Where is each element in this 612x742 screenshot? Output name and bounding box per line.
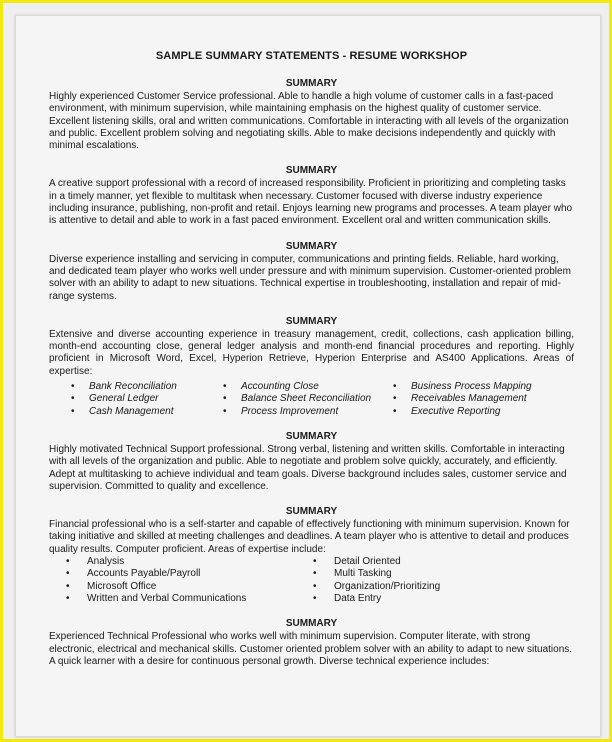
list-item: • Receivables Management <box>389 393 574 405</box>
list-item: • Bank Reconciliation <box>67 381 219 393</box>
list-item: • Microsoft Office <box>62 581 309 593</box>
list-item: • Organization/Prioritizing <box>309 581 569 593</box>
section-heading: SUMMARY <box>285 78 338 89</box>
bullet-column-3 <box>389 381 574 418</box>
expertise-bullet-columns <box>49 556 574 605</box>
bullet-column-2 <box>219 381 389 418</box>
section-paragraph: Diverse experience installing and servicing in computer, communications and printing fields. Reliable, hard working, and dedicated team player who works well under pressure and with minimum supervision. Customer-oriented problem solver with an ability to adapt to new situations. Technical expertise in troubleshooting, installation and repair of mid-range systems. <box>49 253 571 302</box>
list-item: • Cash Management <box>67 406 219 418</box>
document-content <box>49 50 574 681</box>
document-page <box>15 15 601 737</box>
list-item: • Multi Tasking <box>309 568 569 580</box>
list-item: • Balance Sheet Reconciliation <box>219 393 389 405</box>
list-item: • Accounts Payable/Payroll <box>62 568 309 580</box>
section-paragraph: Highly experienced Customer Service professional. Able to handle a high volume of customer calls in a fast-paced environment, with minimum supervision, while maintaining emphasis on the highest quality of customer service. Excellent listening skills, oral and written communications. Comfortable in interacting with all levels of the organization and public. Excellent problem solving and negotiating skills. Able to make decisions independently and quickly with minimal escalations. <box>49 91 569 152</box>
summary-section-5 <box>49 431 574 493</box>
list-item: • General Ledger <box>67 393 219 405</box>
summary-section-4 <box>49 316 574 418</box>
section-heading: SUMMARY <box>285 240 338 252</box>
section-heading: SUMMARY <box>285 430 338 442</box>
list-item: • Accounting Close <box>219 381 389 393</box>
bullet-column-2 <box>309 556 569 605</box>
section-paragraph: Highly motivated Technical Support professional. Strong verbal, listening and written skills. Comfortable in interacting with all levels of the organization and public. Able to negotiate and problem solve quickly, accurately, and efficiently. Adept at multitasking to achieve individual and team goals. Diverse background includes sales, customer service and supervision. Committed to quality and excellence. <box>49 443 567 492</box>
section-heading: SUMMARY <box>285 165 338 177</box>
list-item: • Data Entry <box>309 593 569 605</box>
section-paragraph: A creative support professional with a record of increased responsibility. Proficient in prioritizing and completing tasks in a timely manner, yet flexible to multitask when necessary. Customer focused with diverse industry experience including insurance, publishing, non-profit and retail. Enjoys learning new programs and processes. A team player who is attentive to detail and able to work in a fast paced environment. Excellent oral and written communication skills. <box>49 178 573 227</box>
bullet-column-1 <box>62 556 309 605</box>
list-item: • Executive Reporting <box>389 406 574 418</box>
section-paragraph: Financial professional who is a self-starter and capable of effectively functioning with minimum supervision. Known for taking initiative and skilled at meeting challenges and deadlines. A team player who is attentive to detail and produces quality results. Computer proficient. Areas of expertise include: <box>49 519 570 555</box>
summary-section-6 <box>49 506 574 605</box>
section-heading: SUMMARY <box>285 315 338 327</box>
summary-section-7 <box>49 618 574 668</box>
bullet-column-1 <box>49 381 219 418</box>
list-item: • Written and Verbal Communications <box>62 593 309 605</box>
section-paragraph: Experienced Technical Professional who works well with minimum supervision. Computer literate, with strong electronic, electrical and mechanical skills. Customer oriented problem solver with an ability to adapt to new situations. A quick learner with a desire for continuous personal growth. Diverse technical experience includes: <box>49 631 573 667</box>
expertise-bullet-columns <box>49 381 574 418</box>
section-heading: SUMMARY <box>285 618 338 630</box>
summary-section-2 <box>49 165 574 227</box>
section-paragraph: Extensive and diverse accounting experience in treasury management, credit, collections, cash application billing, month-end accounting close, general ledger analysis and month-end financial procedures and reporting. Highly proficient in Microsoft Word, Excel, Hyperion Retrieve, Hyperion Enterprise and AS400 Applications. Areas of expertise: <box>49 328 574 377</box>
list-item: • Analysis <box>62 556 309 568</box>
summary-section-1 <box>49 78 574 152</box>
list-item: • Business Process Mapping <box>389 381 574 393</box>
document-title: SAMPLE SUMMARY STATEMENTS - RESUME WORKSHOP <box>155 50 468 62</box>
section-heading: SUMMARY <box>285 506 338 518</box>
summary-section-3 <box>49 241 574 303</box>
list-item: • Process Improvement <box>219 406 389 418</box>
list-item: • Detail Oriented <box>309 556 569 568</box>
